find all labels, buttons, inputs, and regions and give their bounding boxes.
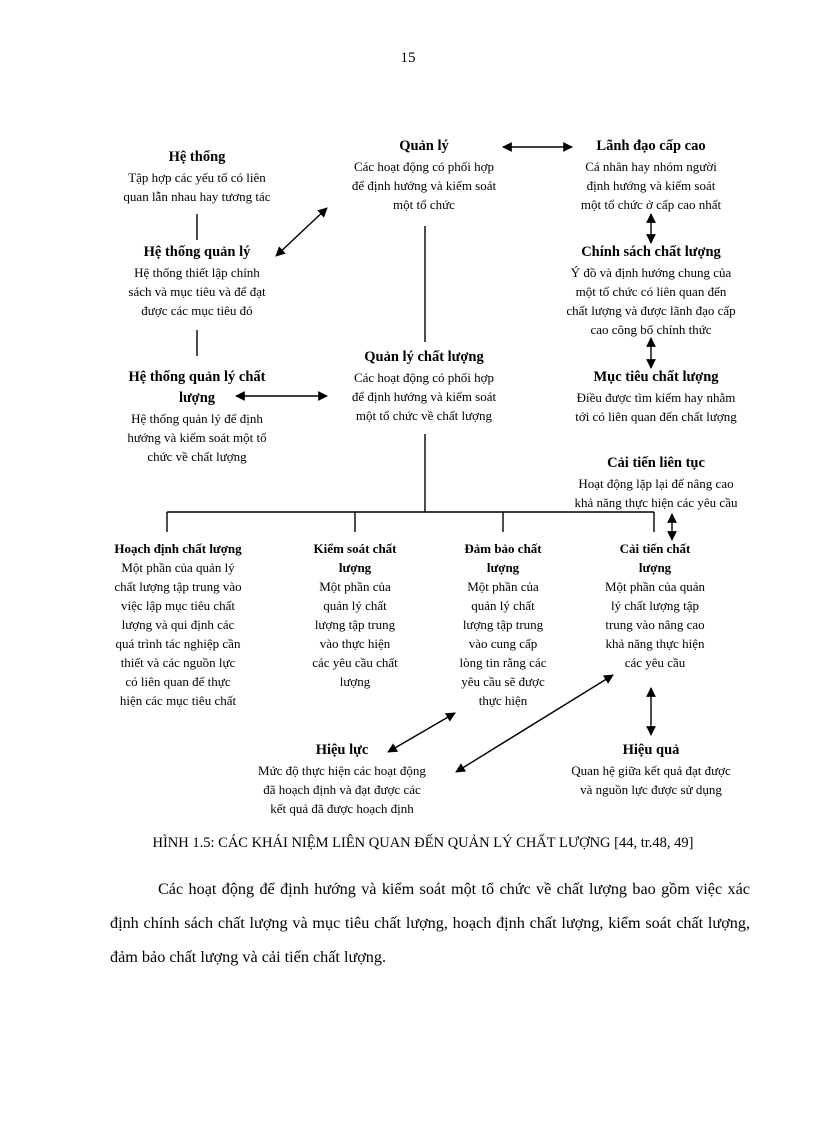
node-desc-line: các yêu cầu (624, 655, 686, 670)
node-he-thong (97, 147, 297, 206)
node-title: Quản lý chất lượng (364, 349, 484, 365)
node-desc-line: Các hoạt động có phối hợp (353, 159, 495, 174)
node-desc-line: hướng và kiểm soát một tổ (127, 430, 267, 445)
node-cai-tien-lien-tuc (551, 453, 761, 512)
node-hoach-dinh (92, 539, 264, 710)
node-title: Hoạch định chất lượng (114, 541, 242, 556)
node-desc-line: khả năng thực hiện các yêu cầu (574, 495, 738, 510)
node-hieu-qua (546, 740, 756, 799)
node-desc-line: một tổ chức về chất lượng (355, 408, 493, 423)
node-desc-line: để định hướng và kiểm soát (351, 178, 497, 193)
node-desc-line: yêu cầu sẽ được (461, 674, 545, 689)
page-number: 15 (400, 50, 416, 66)
node-desc-line: khả năng thực hiện (605, 636, 705, 651)
node-dam-bao (428, 539, 578, 710)
node-htql-chat-luong (107, 367, 287, 466)
node-desc-line: kết quả đã được hoạch định (270, 801, 414, 816)
node-title: Cải tiến liên tục (607, 455, 705, 471)
node-desc-line: các yêu cầu chất (312, 655, 398, 670)
node-title-line: lượng (338, 560, 372, 575)
node-desc-line: quan lẫn nhau hay tương tác (123, 189, 271, 204)
node-title: Mục tiêu chất lượng (593, 369, 719, 385)
node-title-line: Kiểm soát chất (313, 541, 397, 556)
node-lanh-dao (551, 136, 751, 214)
node-desc-line: Các hoạt động có phối hợp (353, 370, 495, 385)
node-title-line: lượng (638, 560, 672, 575)
node-desc-line: có liên quan để thực (125, 674, 231, 689)
node-desc-line: Hệ thống quản lý để định (131, 411, 263, 426)
node-desc-line: và nguồn lực được sử dụng (580, 782, 722, 797)
node-title-line: Đảm bảo chất (464, 541, 542, 556)
node-title-line: lượng (178, 390, 216, 406)
node-desc-line: để định hướng và kiểm soát (351, 389, 497, 404)
node-he-thong-quan-ly (97, 242, 297, 320)
node-title: Quản lý (399, 138, 449, 154)
node-desc-line: một tổ chức (393, 197, 455, 212)
node-title: Hệ thống quản lý (143, 244, 251, 260)
node-desc-line: Hoạt động lặp lại để nâng cao (578, 476, 734, 491)
node-desc-line: một tổ chức ở cấp cao nhất (580, 197, 722, 212)
node-desc-line: quá trình tác nghiệp cần (115, 636, 241, 651)
node-desc-line: việc lập mục tiêu chất (120, 598, 236, 613)
node-desc-line: Một phần của (467, 579, 539, 594)
node-desc-line: Một phần của quản lý (121, 560, 235, 575)
body-paragraph: Các hoạt động để định hướng và kiểm soát một tổ chức về chất lượng bao gồm việc xác định chính sách chất lượng và mục tiêu chất lượng, hoạch định chất lượng, kiểm soát chất lượng, đảm bảo chất lượng và cải tiến chất lượng. (110, 880, 750, 966)
node-desc-line: tới có liên quan đến chất lượng (575, 409, 737, 424)
node-kiem-soat (285, 539, 425, 691)
node-title-line: lượng (486, 560, 520, 575)
node-desc-line: lượng tập trung (462, 617, 544, 632)
node-quan-ly-chat-luong (314, 347, 534, 425)
node-title: Chính sách chất lượng (581, 244, 721, 260)
node-muc-tieu (551, 367, 761, 426)
node-desc-line: chất lượng và được lãnh đạo cấp (566, 303, 736, 318)
figure-caption: HÌNH 1.5: CÁC KHÁI NIỆM LIÊN QUAN ĐẾN QUẢN LÝ CHẤT LƯỢNG [44, tr.48, 49] (152, 835, 694, 851)
node-desc-line: sách và mục tiêu và để đạt (128, 284, 266, 299)
node-desc-line: vào thực hiện (319, 636, 391, 651)
node-desc-line: một tổ chức có liên quan đến (575, 284, 727, 299)
node-desc-line: đã hoạch định và đạt được các (263, 782, 421, 797)
node-desc-line: hiện các mục tiêu chất (119, 693, 237, 708)
node-desc-line: Tập hợp các yếu tố có liên (128, 170, 266, 185)
node-desc-line: Ý đồ và định hướng chung của (570, 265, 732, 280)
node-title: Hiệu quả (622, 742, 680, 758)
node-title-line: Hệ thống quản lý chất (128, 369, 266, 385)
node-hieu-luc (227, 740, 457, 818)
node-desc-line: định hướng và kiểm soát (586, 178, 716, 193)
node-desc-line: Cá nhân hay nhóm người (585, 159, 717, 174)
node-desc-line: thực hiện (478, 693, 528, 708)
node-desc-line: Điều được tìm kiếm hay nhằm (576, 390, 736, 405)
node-title: Lãnh đạo cấp cao (596, 138, 706, 154)
node-desc-line: lượng (339, 674, 371, 689)
node-desc-line: Một phần của (319, 579, 391, 594)
node-title-line: Cải tiến chất (619, 541, 691, 556)
node-desc-line: lý chất lượng tập (611, 598, 699, 613)
node-title: Hiệu lực (315, 742, 369, 758)
node-desc-line: được các mục tiêu đó (141, 303, 253, 318)
node-desc-line: thiết và các nguồn lực (120, 655, 236, 670)
node-cai-tien-chat-luong (580, 539, 730, 672)
node-desc-line: cao công bố chính thức (590, 322, 712, 337)
node-desc-line: quản lý chất (323, 598, 387, 613)
node-desc-line: Hệ thống thiết lập chính (134, 265, 260, 280)
node-desc-line: chất lượng tập trung vào (114, 579, 242, 594)
node-desc-line: Một phần của quản (604, 579, 705, 594)
node-desc-line: trung vào nâng cao (605, 617, 705, 632)
node-desc-line: quản lý chất (471, 598, 535, 613)
node-quan-ly (314, 136, 534, 214)
node-desc-line: lòng tin rằng các (459, 655, 547, 670)
node-title: Hệ thống (168, 149, 226, 165)
node-chinh-sach (541, 242, 761, 339)
node-desc-line: lượng tập trung (314, 617, 396, 632)
node-desc-line: Mức độ thực hiện các hoạt động (258, 763, 426, 778)
node-desc-line: lượng và qui định các (121, 617, 235, 632)
node-desc-line: vào cung cấp (468, 636, 538, 651)
node-desc-line: chức về chất lượng (147, 449, 247, 464)
node-desc-line: Quan hệ giữa kết quả đạt được (571, 763, 731, 778)
